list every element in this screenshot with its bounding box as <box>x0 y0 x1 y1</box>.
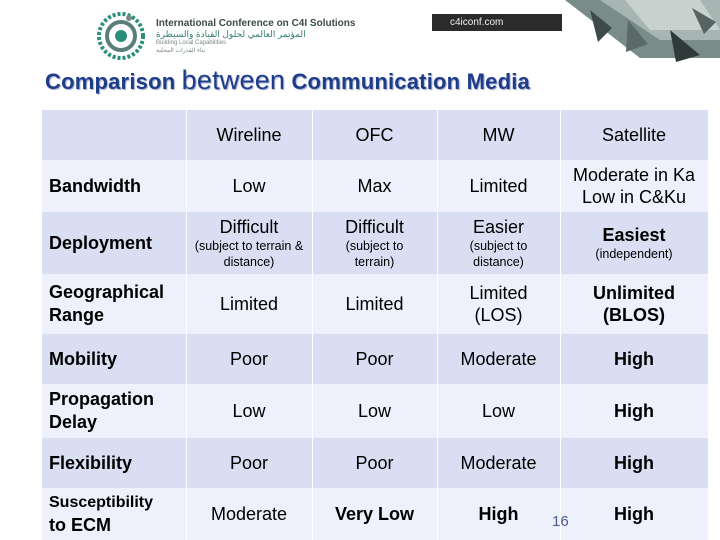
table-cell: Low <box>357 401 392 421</box>
table-cell: Low <box>232 176 266 196</box>
column-header-ofc: OFC <box>355 124 394 145</box>
table-cell: High <box>478 504 519 524</box>
table-cell: Moderate <box>460 453 537 473</box>
cell-main: Difficult <box>345 217 404 237</box>
conference-tagline-ar: بناء القدرات المحلية <box>156 48 206 54</box>
conference-name-en: International Conference on C4I Solutions <box>156 18 356 29</box>
url-banner: c4iconf.com <box>432 14 562 31</box>
row-label-flexibility: Flexibility <box>49 452 133 473</box>
row-label-geographical-range: Geographical Range <box>49 282 165 325</box>
table-cell: Moderate <box>460 349 537 369</box>
row-label-susceptibility <box>42 488 186 540</box>
page-number: 16 <box>552 513 569 530</box>
row-label-bandwidth: Bandwidth <box>49 175 141 196</box>
cell-main: Difficult <box>219 217 279 237</box>
conference-tagline-en: Building Local Capabilities <box>156 40 227 46</box>
table-cell <box>560 212 708 274</box>
table-cell: High <box>614 504 654 524</box>
table-cell: High <box>614 401 654 421</box>
table-cell: Poor <box>355 349 394 369</box>
table-cell <box>186 212 312 274</box>
table-cell: Very Low <box>334 504 415 524</box>
table-cell: Moderate in Ka Low in C&Ku <box>572 165 696 207</box>
column-header-satellite: Satellite <box>601 124 667 145</box>
conference-name <box>156 18 356 55</box>
table-cell: Limited <box>469 176 528 196</box>
table-cell: Poor <box>229 349 269 369</box>
table-cell <box>437 212 560 274</box>
column-header-mw: MW <box>482 124 515 145</box>
table-cell: Low <box>232 401 266 421</box>
table-cell: High <box>614 453 654 473</box>
row-label-mobility: Mobility <box>49 348 117 369</box>
table-cell: Poor <box>229 453 269 473</box>
table-cell <box>312 212 437 274</box>
cell-main: Easier <box>472 217 525 237</box>
table-cell: Limited <box>219 294 279 314</box>
title-part-1: Comparison <box>45 69 182 94</box>
table-cell: Max <box>357 176 392 196</box>
slide-title <box>45 65 530 96</box>
row-label-line-2: to ECM <box>49 515 111 535</box>
row-label-line-1: Susceptibility <box>49 494 154 511</box>
row-label-deployment: Deployment <box>49 232 153 253</box>
table-cell: Poor <box>355 453 394 473</box>
title-part-3: Communication Media <box>285 69 530 94</box>
row-label-propagation-delay: Propagation Delay <box>49 389 155 432</box>
column-header-wireline: Wireline <box>216 124 282 145</box>
cell-note: (subject to distance) <box>469 239 528 269</box>
table-cell: Limited <box>345 294 404 314</box>
conference-logo-icon <box>95 10 147 62</box>
table-cell: Low <box>481 401 516 421</box>
cell-note: (independent) <box>595 247 673 261</box>
table-cell: Moderate <box>210 504 288 524</box>
table-cell: High <box>614 349 654 369</box>
table-cell: Limited (LOS) <box>469 283 528 325</box>
table-cell: Unlimited (BLOS) <box>592 283 675 325</box>
cell-note: (subject to terrain) <box>345 239 404 269</box>
conference-name-ar: المؤتمر العالمي لحلول القيادة والسيطرة <box>156 29 306 39</box>
cell-note: (subject to terrain & distance) <box>194 239 304 269</box>
title-part-2: between <box>181 65 286 95</box>
cell-main: Easiest <box>602 225 666 245</box>
